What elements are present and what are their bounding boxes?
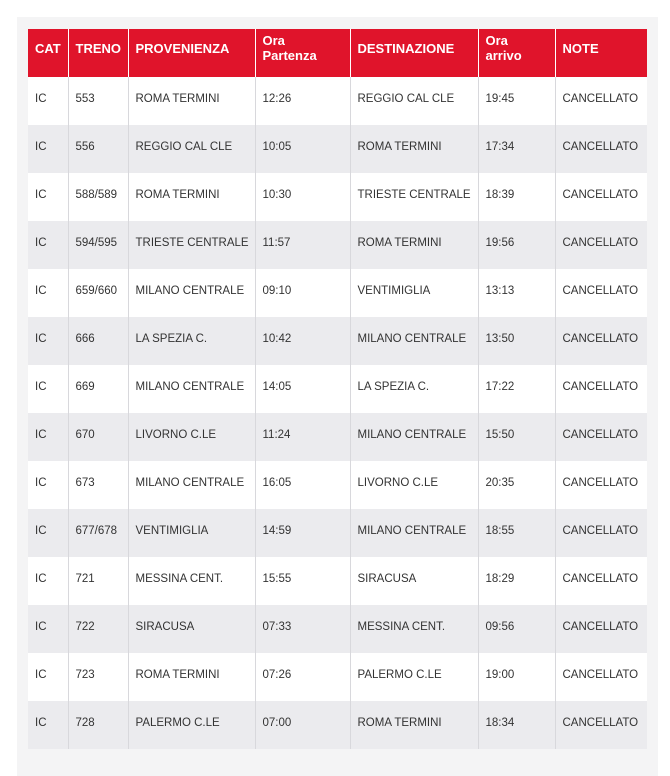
cat-cell: IC — [28, 413, 68, 461]
ora-arrivo-cell: 19:00 — [478, 653, 555, 701]
provenienza-cell: ROMA TERMINI — [128, 77, 255, 125]
cat-cell: IC — [28, 557, 68, 605]
destinazione-cell: PALERMO C.LE — [350, 653, 478, 701]
ora-partenza-cell: 16:05 — [255, 461, 350, 509]
table-row — [28, 173, 647, 221]
table-row — [28, 269, 647, 317]
cat-cell: IC — [28, 701, 68, 749]
column-header-provenienza: PROVENIENZA — [128, 29, 255, 77]
ora-partenza-cell: 10:05 — [255, 125, 350, 173]
treno-cell: 553 — [68, 77, 128, 125]
note-cell: CANCELLATO — [555, 701, 647, 749]
destinazione-cell: ROMA TERMINI — [350, 125, 478, 173]
ora-arrivo-cell: 18:39 — [478, 173, 555, 221]
cat-cell: IC — [28, 125, 68, 173]
ora-arrivo-cell: 17:34 — [478, 125, 555, 173]
ora-partenza-cell: 12:26 — [255, 77, 350, 125]
cat-cell: IC — [28, 461, 68, 509]
cat-cell: IC — [28, 221, 68, 269]
treno-cell: 673 — [68, 461, 128, 509]
note-cell: CANCELLATO — [555, 221, 647, 269]
treno-cell: 721 — [68, 557, 128, 605]
destinazione-cell: MILANO CENTRALE — [350, 317, 478, 365]
ora-partenza-cell: 14:59 — [255, 509, 350, 557]
note-cell: CANCELLATO — [555, 557, 647, 605]
provenienza-cell: ROMA TERMINI — [128, 173, 255, 221]
treno-cell: 677/678 — [68, 509, 128, 557]
ora-arrivo-cell: 18:55 — [478, 509, 555, 557]
table-row — [28, 77, 647, 125]
ora-partenza-cell: 11:24 — [255, 413, 350, 461]
ora-arrivo-cell: 15:50 — [478, 413, 555, 461]
destinazione-cell: REGGIO CAL CLE — [350, 77, 478, 125]
destinazione-cell: VENTIMIGLIA — [350, 269, 478, 317]
table-row — [28, 413, 647, 461]
cat-cell: IC — [28, 509, 68, 557]
destinazione-cell: TRIESTE CENTRALE — [350, 173, 478, 221]
note-cell: CANCELLATO — [555, 317, 647, 365]
content-panel — [17, 17, 658, 776]
destinazione-cell: ROMA TERMINI — [350, 221, 478, 269]
treno-cell: 669 — [68, 365, 128, 413]
ora-arrivo-cell: 09:56 — [478, 605, 555, 653]
cat-cell: IC — [28, 77, 68, 125]
cat-cell: IC — [28, 317, 68, 365]
destinazione-cell: LIVORNO C.LE — [350, 461, 478, 509]
destinazione-cell: SIRACUSA — [350, 557, 478, 605]
treno-cell: 728 — [68, 701, 128, 749]
table-row — [28, 125, 647, 173]
provenienza-cell: MILANO CENTRALE — [128, 269, 255, 317]
ora-arrivo-cell: 13:13 — [478, 269, 555, 317]
destinazione-cell: MILANO CENTRALE — [350, 413, 478, 461]
provenienza-cell: LIVORNO C.LE — [128, 413, 255, 461]
provenienza-cell: MESSINA CENT. — [128, 557, 255, 605]
ora-partenza-cell: 11:57 — [255, 221, 350, 269]
table-row — [28, 509, 647, 557]
table-header — [28, 29, 647, 77]
train-table-wrapper — [28, 29, 647, 749]
provenienza-cell: VENTIMIGLIA — [128, 509, 255, 557]
provenienza-cell: MILANO CENTRALE — [128, 365, 255, 413]
provenienza-cell: REGGIO CAL CLE — [128, 125, 255, 173]
ora-arrivo-cell: 18:29 — [478, 557, 555, 605]
note-cell: CANCELLATO — [555, 413, 647, 461]
ora-arrivo-cell: 20:35 — [478, 461, 555, 509]
note-cell: CANCELLATO — [555, 77, 647, 125]
cat-cell: IC — [28, 173, 68, 221]
cat-cell: IC — [28, 269, 68, 317]
ora-partenza-cell: 10:42 — [255, 317, 350, 365]
table-row — [28, 701, 647, 749]
note-cell: CANCELLATO — [555, 125, 647, 173]
note-cell: CANCELLATO — [555, 365, 647, 413]
ora-arrivo-cell: 19:56 — [478, 221, 555, 269]
column-header-destinazione: DESTINAZIONE — [350, 29, 478, 77]
ora-partenza-cell: 07:26 — [255, 653, 350, 701]
treno-cell: 588/589 — [68, 173, 128, 221]
table-row — [28, 653, 647, 701]
treno-cell: 670 — [68, 413, 128, 461]
note-cell: CANCELLATO — [555, 605, 647, 653]
destinazione-cell: LA SPEZIA C. — [350, 365, 478, 413]
provenienza-cell: LA SPEZIA C. — [128, 317, 255, 365]
treno-cell: 659/660 — [68, 269, 128, 317]
treno-cell: 594/595 — [68, 221, 128, 269]
column-header-treno: TRENO — [68, 29, 128, 77]
cat-cell: IC — [28, 605, 68, 653]
ora-arrivo-cell: 13:50 — [478, 317, 555, 365]
provenienza-cell: ROMA TERMINI — [128, 653, 255, 701]
table-row — [28, 221, 647, 269]
table-row — [28, 317, 647, 365]
column-header-cat: CAT — [28, 29, 68, 77]
provenienza-cell: TRIESTE CENTRALE — [128, 221, 255, 269]
cat-cell: IC — [28, 365, 68, 413]
destinazione-cell: ROMA TERMINI — [350, 701, 478, 749]
cancelled-trains-table — [28, 29, 647, 749]
header-row — [28, 29, 647, 77]
treno-cell: 666 — [68, 317, 128, 365]
table-row — [28, 605, 647, 653]
note-cell: CANCELLATO — [555, 653, 647, 701]
note-cell: CANCELLATO — [555, 509, 647, 557]
table-row — [28, 557, 647, 605]
ora-partenza-cell: 09:10 — [255, 269, 350, 317]
provenienza-cell: MILANO CENTRALE — [128, 461, 255, 509]
treno-cell: 723 — [68, 653, 128, 701]
table-row — [28, 365, 647, 413]
note-cell: CANCELLATO — [555, 269, 647, 317]
destinazione-cell: MESSINA CENT. — [350, 605, 478, 653]
ora-partenza-cell: 07:00 — [255, 701, 350, 749]
ora-partenza-cell: 15:55 — [255, 557, 350, 605]
ora-partenza-cell: 10:30 — [255, 173, 350, 221]
note-cell: CANCELLATO — [555, 173, 647, 221]
ora-arrivo-cell: 19:45 — [478, 77, 555, 125]
treno-cell: 556 — [68, 125, 128, 173]
column-header-ora-partenza: Ora Partenza — [255, 29, 350, 77]
provenienza-cell: PALERMO C.LE — [128, 701, 255, 749]
table-body — [28, 77, 647, 749]
cat-cell: IC — [28, 653, 68, 701]
provenienza-cell: SIRACUSA — [128, 605, 255, 653]
table-row — [28, 461, 647, 509]
treno-cell: 722 — [68, 605, 128, 653]
column-header-note: NOTE — [555, 29, 647, 77]
ora-arrivo-cell: 17:22 — [478, 365, 555, 413]
column-header-ora-arrivo: Ora arrivo — [478, 29, 555, 77]
destinazione-cell: MILANO CENTRALE — [350, 509, 478, 557]
note-cell: CANCELLATO — [555, 461, 647, 509]
ora-partenza-cell: 14:05 — [255, 365, 350, 413]
ora-partenza-cell: 07:33 — [255, 605, 350, 653]
ora-arrivo-cell: 18:34 — [478, 701, 555, 749]
